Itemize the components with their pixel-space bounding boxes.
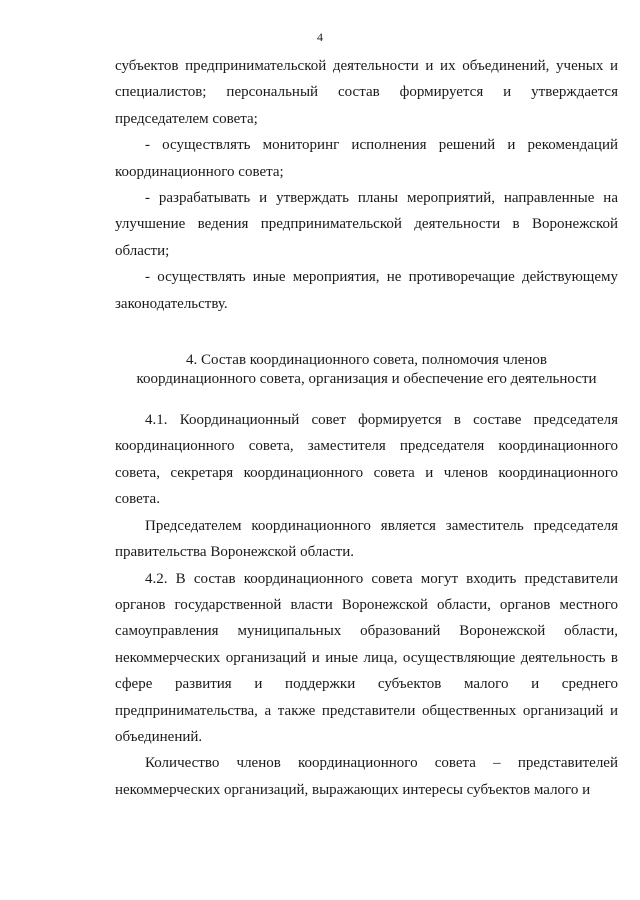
intro-paragraph-continuation: субъектов предпринимательской деятельности и их объединений, ученых и специалистов; персональный состав формируется и утверждается председателем совета; xyxy=(115,58,618,127)
paragraph-member-count: Количество членов координационного совета – представителей некоммерческих организаций, выражающих интересы субъектов малого и xyxy=(115,755,618,798)
section-heading-line-1: 4. Состав координационного совета, полномочия членов xyxy=(186,352,547,369)
intro-list-item-plans: - разрабатывать и утверждать планы мероприятий, направленные на улучшение ведения предпринимательской деятельности в Воронежской области; xyxy=(115,190,618,259)
paragraph-4-1: 4.1. Координационный совет формируется в составе председателя координационного совета, заместителя председателя координационного совета, секретаря координационного совета и членов координационного совета. xyxy=(115,412,618,508)
paragraph-4-2: 4.2. В состав координационного совета могут входить представители органов государственной власти Воронежской области, органов местного самоуправления муниципальных образований Воронежской области, некоммерческих организаций и иные лица, осуществляющие деятельность в сфере развития и поддержки субъектов малого и среднего предпринимательства, а также представители общественных организаций и объединений. xyxy=(115,570,618,745)
section-heading xyxy=(115,351,618,389)
paragraph-chairman: Председателем координационного является заместитель председателя правительства Воронежской области. xyxy=(115,517,618,561)
document-body xyxy=(115,53,618,803)
section-heading-line-2: координационного совета, организация и обеспечение его деятельности xyxy=(136,371,597,388)
intro-list-item-monitoring: - осуществлять мониторинг исполнения решений и рекомендаций координационного совета; xyxy=(115,137,618,180)
page-number: 4 xyxy=(317,30,323,44)
intro-list-item-other-activities: - осуществлять иные мероприятия, не противоречащие действующему законодательству. xyxy=(115,269,618,312)
